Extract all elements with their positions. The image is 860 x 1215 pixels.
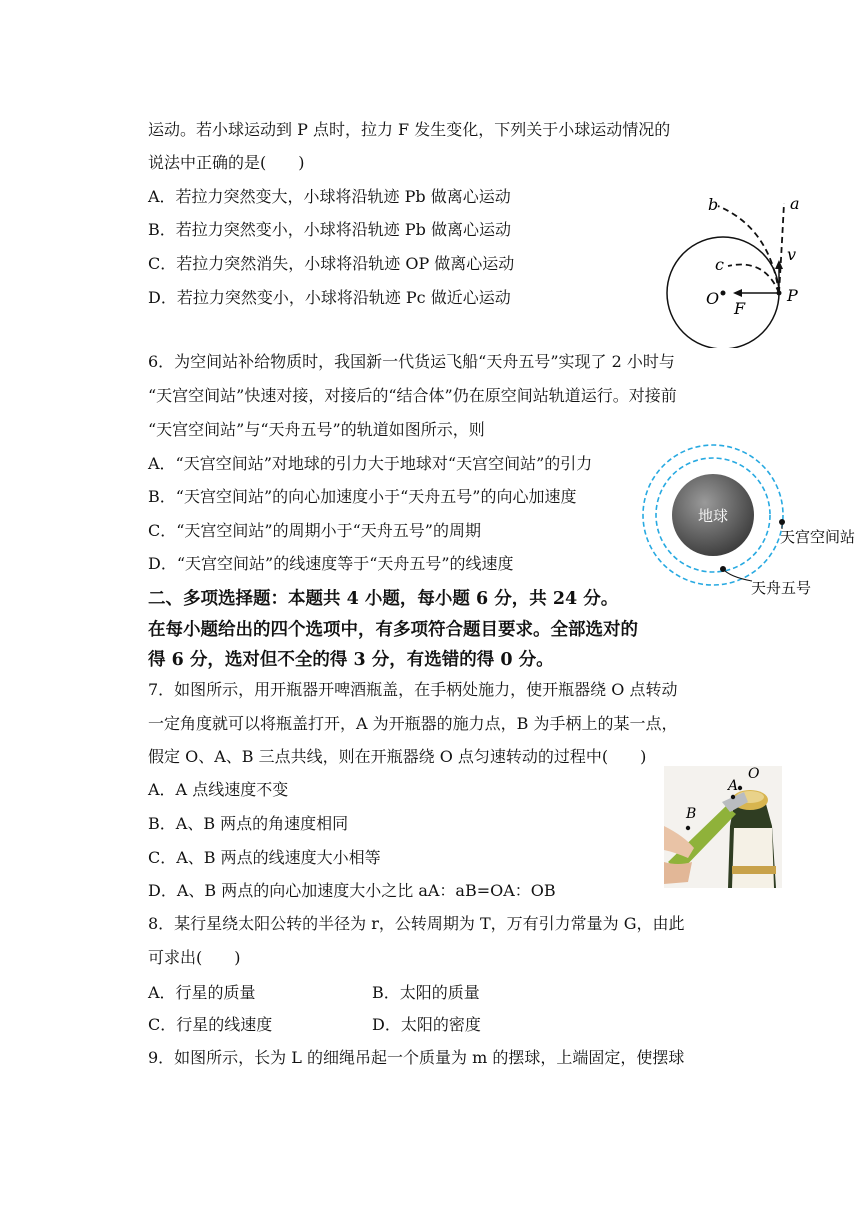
label-f: F xyxy=(734,299,746,318)
ship-label: 天舟五号 xyxy=(751,579,812,597)
point-o xyxy=(738,786,742,790)
question8-text-line1: 8．某行星绕太阳公转的半径为 r，公转周期为 T，万有引力常量为 G，由此 xyxy=(148,914,685,933)
question8-option-c: C．行星的线速度 xyxy=(148,1015,273,1034)
question6-option-d: D．“天宫空间站”的线速度等于“天舟五号”的线速度 xyxy=(148,554,514,573)
label-a: a xyxy=(790,194,800,213)
question6-text-line1: 6．为空间站补给物质时，我国新一代货运飞船“天舟五号”实现了 2 小时与 xyxy=(148,352,675,371)
velocity-arrowhead xyxy=(775,260,783,269)
point-a xyxy=(731,795,735,799)
label-b: B xyxy=(686,806,697,822)
question6-text-line3: “天宫空间站”与“天舟五号”的轨道如图所示，则 xyxy=(148,420,485,439)
question6-text-line2: “天宫空间站”快速对接，对接后的“结合体”仍在原空间站轨道运行。对接前 xyxy=(148,386,677,405)
center-point xyxy=(721,291,726,296)
label-v: v xyxy=(787,245,797,264)
question6-option-b: B．“天宫空间站”的向心加速度小于“天舟五号”的向心加速度 xyxy=(148,487,577,506)
question9-text-line1: 9．如图所示，长为 L 的细绳吊起一个质量为 m 的摆球，上端固定，使摆球 xyxy=(148,1048,685,1067)
question7-text-line3: 假定 O、A、B 三点共线，则在开瓶器绕 O 点匀速转动的过程中( ) xyxy=(148,747,647,766)
bottle-stripe xyxy=(732,866,776,874)
question7-option-a: A．A 点线速度不变 xyxy=(148,780,289,799)
section-instruction-line1: 在每小题给出的四个选项中，有多项符合题目要求。全部选对的 xyxy=(148,620,638,640)
orbit-diagram xyxy=(640,443,860,603)
question5-option-a: A．若拉力突然变大，小球将沿轨迹 Pb 做离心运动 xyxy=(148,187,511,206)
question8-option-b: B．太阳的质量 xyxy=(372,983,480,1002)
question7-text-line1: 7．如图所示，用开瓶器开啤酒瓶盖，在手柄处施力，使开瓶器绕 O 点转动 xyxy=(148,680,678,699)
question8-option-d: D．太阳的密度 xyxy=(372,1015,481,1034)
question8-text-line2: 可求出( ) xyxy=(148,948,241,967)
label-o: O xyxy=(748,766,760,782)
trajectory-c xyxy=(728,265,779,293)
question7-text-line2: 一定角度就可以将瓶盖打开，A 为开瓶器的施力点，B 为手柄上的某一点， xyxy=(148,714,678,733)
question6-option-c: C．“天宫空间站”的周期小于“天舟五号”的周期 xyxy=(148,521,481,540)
point-p xyxy=(777,291,782,296)
question5-option-b: B．若拉力突然变小，小球将沿轨迹 Pb 做离心运动 xyxy=(148,220,511,239)
question7-option-b: B．A、B 两点的角速度相同 xyxy=(148,814,349,833)
question5-text-line1: 运动。若小球运动到 P 点时，拉力 F 发生变化，下列关于小球运动情况的 xyxy=(148,120,671,139)
label-a: A xyxy=(728,778,739,794)
hand-lower xyxy=(664,862,692,884)
question7-option-d: D．A、B 两点的向心加速度大小之比 aA：aB=OA：OB xyxy=(148,881,556,900)
question5-option-d: D．若拉力突然变小，小球将沿轨迹 Pc 做近心运动 xyxy=(148,288,511,307)
station-label: 天宫空间站 xyxy=(780,528,856,546)
section-heading: 二、多项选择题：本题共 4 小题，每小题 6 分，共 24 分。 xyxy=(148,589,619,609)
question8-option-a: A．行星的质量 xyxy=(148,983,256,1002)
section-instruction-line2: 得 6 分，选对但不全的得 3 分，有选错的得 0 分。 xyxy=(148,650,554,670)
question7-option-c: C．A、B 两点的线速度大小相等 xyxy=(148,848,381,867)
circular-motion-diagram xyxy=(660,188,820,348)
trajectory-b xyxy=(718,206,779,293)
question5-option-c: C．若拉力突然消失，小球将沿轨迹 OP 做离心运动 xyxy=(148,254,515,273)
bottle-label xyxy=(732,828,774,888)
label-c: c xyxy=(715,255,724,274)
point-b xyxy=(686,826,690,830)
label-o: O xyxy=(706,289,720,308)
earth-label: 地球 xyxy=(697,507,729,525)
label-b: b xyxy=(708,195,719,214)
force-arrowhead xyxy=(733,289,742,297)
label-p: P xyxy=(787,286,798,305)
question5-text-line2: 说法中正确的是( ) xyxy=(148,153,305,172)
question6-option-a: A．“天宫空间站”对地球的引力大于地球对“天宫空间站”的引力 xyxy=(148,454,593,473)
bottle-opener-photo xyxy=(664,766,782,888)
